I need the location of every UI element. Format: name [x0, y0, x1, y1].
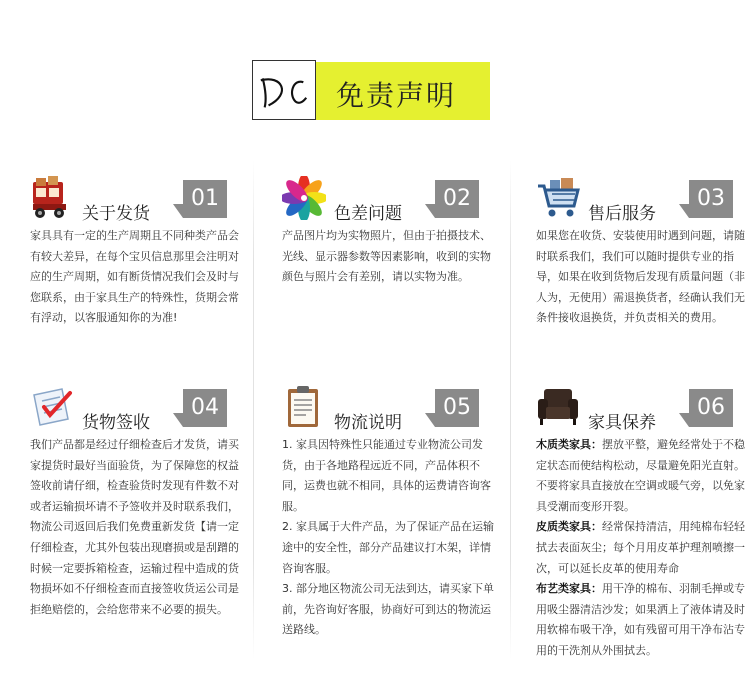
armchair-icon [536, 385, 580, 429]
card-number-badge: 04 [183, 389, 227, 427]
dc-logo-icon [253, 61, 315, 119]
card-paragraph: 1. 家具因特殊性只能通过专业物流公司发货，由于各地路程远近不同，产品体积不同，运费也就不相同，具体的运费请咨询客服。 [282, 438, 491, 513]
card-title: 售后服务 [588, 204, 656, 224]
card-title: 物流说明 [334, 413, 402, 433]
clipboard-icon [282, 385, 326, 429]
dc-logo [252, 60, 316, 120]
card-body [30, 435, 246, 620]
card-body [282, 435, 498, 641]
card-number-badge: 05 [435, 389, 479, 427]
checklist-icon [30, 385, 74, 429]
card-receipt [30, 385, 240, 685]
card-body [536, 226, 750, 329]
card-number-badge: 02 [435, 180, 479, 218]
card-color-difference [282, 176, 492, 366]
column-divider [510, 160, 511, 660]
card-paragraph: 如果您在收货、安装使用时遇到问题，请随时联系我们，我们可以随时提供专业的指导，如果在收到货物后发现有质量问题（非人为，无使用）需退换货者，经确认我们无条件接收退换货，并负责相关的费用。 [536, 229, 745, 325]
card-paragraph: 家具具有一定的生产周期且不同种类产品会有较大差异，在每个宝贝信息那里会注明对应的生产周期，如有断货情况我们会及时与您联系，由于家具生产的特殊性，货期会常有浮动，以客服通知你的为准! [30, 229, 239, 325]
card-title: 色差问题 [334, 204, 402, 224]
card-shipping [30, 176, 240, 366]
card-title: 家具保养 [588, 413, 656, 433]
card-paragraph [536, 435, 750, 517]
card-title: 关于发货 [82, 204, 150, 224]
card-after-sales [536, 176, 746, 366]
column-divider [253, 160, 254, 660]
page-title: 免责声明 [336, 79, 457, 112]
paragraph-text: 经常保持清洁，用纯棉布轻轻拭去表面灰尘；每个月用皮革护理剂喷擦一次，可以延长皮革的使用寿命 [536, 520, 745, 575]
paragraph-label: 布艺类家具： [536, 582, 602, 596]
card-paragraph: 2. 家具属于大件产品，为了保证产品在运输途中的安全性，部分产品建议打木架，详情咨询客服。 [282, 520, 494, 575]
color-wheel-icon [282, 176, 326, 220]
card-number-badge: 01 [183, 180, 227, 218]
paragraph-text: 摆放平整，避免经常处于不稳定状态而使结构松动，尽量避免阳光直射。不要将家具直接放在空调或暖气旁，以免家具受潮而变形开裂。 [536, 438, 745, 513]
card-title: 货物签收 [82, 413, 150, 433]
shopping-cart-icon [536, 176, 580, 220]
card-logistics [282, 385, 492, 685]
card-body [536, 435, 750, 662]
card-number-badge: 03 [689, 180, 733, 218]
card-paragraph: 产品图片均为实物照片，但由于拍摄技术、光线、显示器参数等因素影响，收到的实物颜色与照片会有差别，请以实物为准。 [282, 229, 491, 284]
paragraph-text: 用干净的棉布、羽制毛掸或专用吸尘器清洁沙发；如果洒上了液体请及时用软棉布吸干净，如有残留可用干净布沾专用的干洗剂从外围拭去。 [536, 582, 745, 657]
paragraph-label: 木质类家具： [536, 438, 602, 451]
truck-icon [30, 176, 74, 220]
card-paragraph: 3. 部分地区物流公司无法到达，请买家下单前，先咨询好客服，协商好可到达的物流运送路线。 [282, 582, 494, 637]
card-paragraph: 我们产品都是经过仔细检查后才发货，请买家提货时最好当面验货，为了保障您的权益签收前请仔细，检查验货时发现有件数不对或者运输损坏请不予签收并及时联系我们，物流公司返回后我们免费重新发货【请一定仔细检查，尤其外包装出现磨损或是刮蹭的时候一定要拆箱检查，运输过程中造成的货物损坏如不仔细检查而直接签收货运公司是拒绝赔偿的，会给您带来不必要的损失。 [30, 438, 239, 616]
paragraph-label: 皮质类家具： [536, 520, 602, 534]
card-number-badge: 06 [689, 389, 733, 427]
card-paragraph [536, 517, 750, 579]
card-body [282, 226, 498, 288]
card-furniture-care [536, 385, 746, 685]
card-body [30, 226, 246, 329]
card-paragraph [536, 579, 750, 661]
